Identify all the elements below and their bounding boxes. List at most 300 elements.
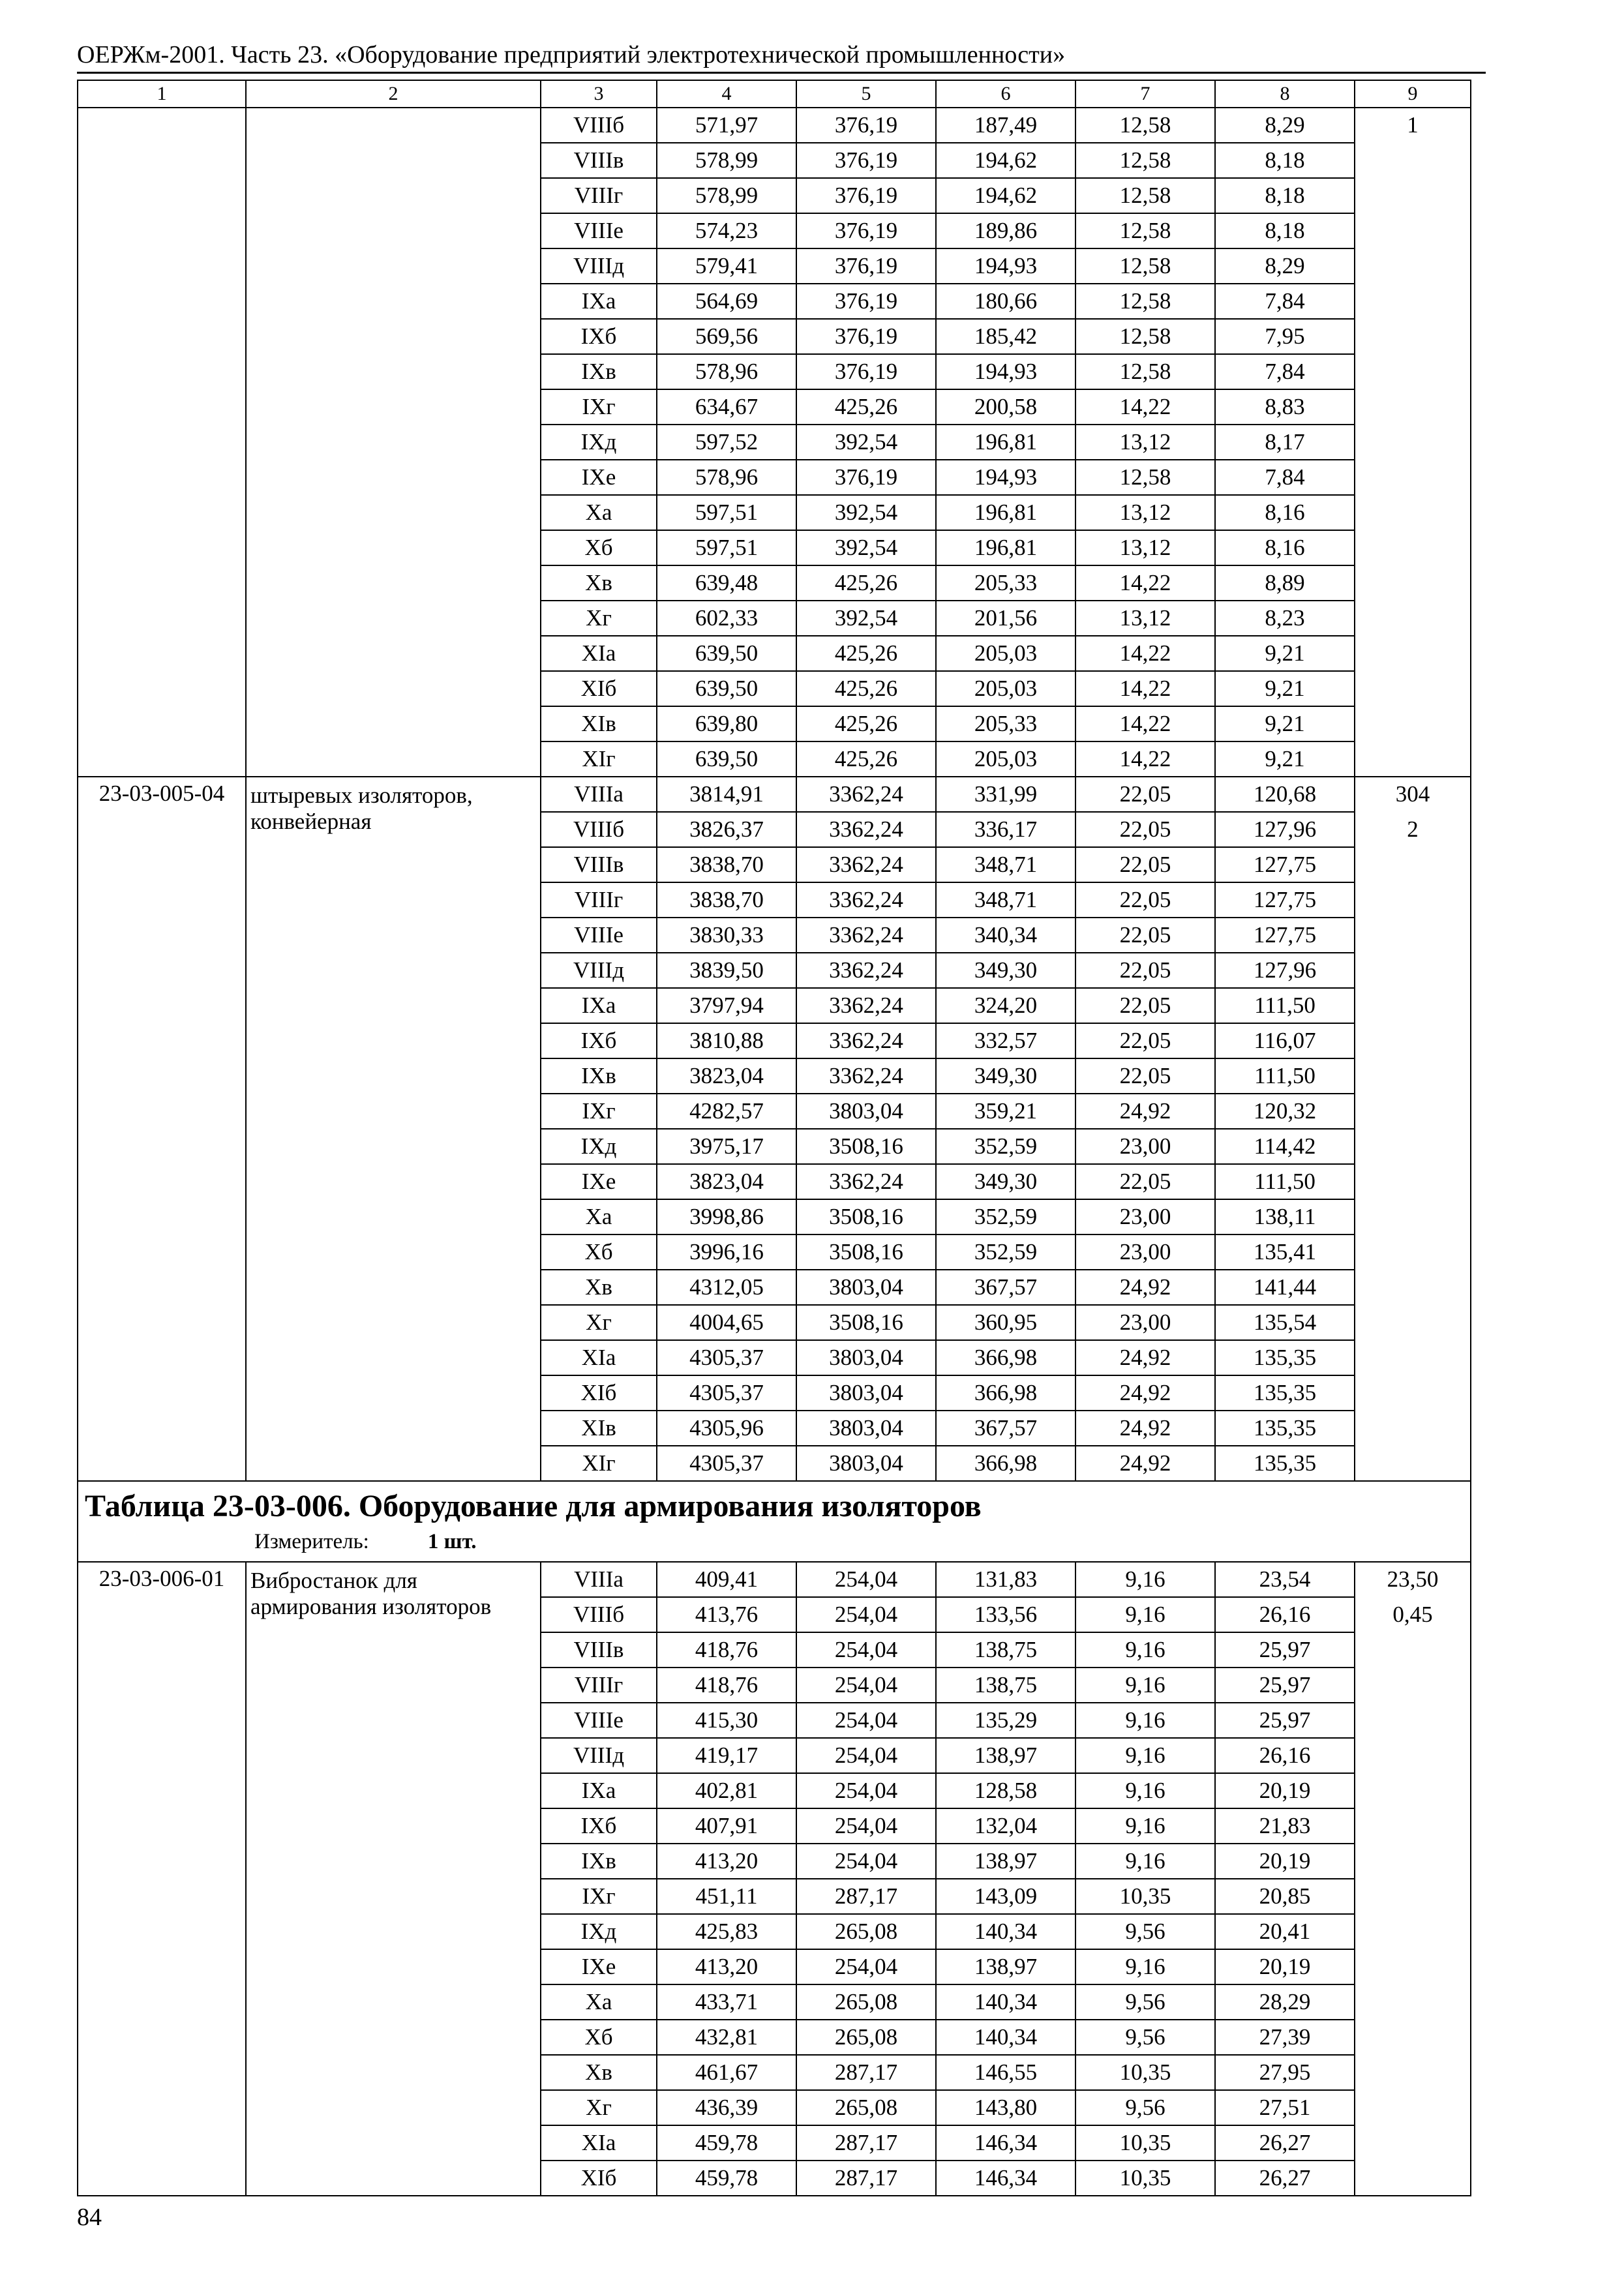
column-9-value: 304 (1395, 781, 1430, 807)
table-cell: 3823,04 (657, 1058, 796, 1094)
table-cell: VIIIв (541, 847, 657, 882)
table-cell: 392,54 (796, 425, 936, 460)
table-cell: 8,23 (1215, 601, 1355, 636)
table-cell: 324,20 (936, 988, 1075, 1023)
column-9-value: 1 (1407, 112, 1419, 138)
table-cell: 392,54 (796, 601, 936, 636)
table-cell: 127,96 (1215, 812, 1355, 847)
table-cell: 597,51 (657, 530, 796, 565)
table-cell: 25,97 (1215, 1668, 1355, 1703)
table-cell: 133,56 (936, 1597, 1075, 1632)
table-cell: IXд (541, 1129, 657, 1164)
table-cell: 140,34 (936, 1914, 1075, 1949)
table-cell: 14,22 (1075, 389, 1215, 425)
table-cell: 3362,24 (796, 812, 936, 847)
column-9-values (1355, 777, 1471, 1481)
table-cell: 3830,33 (657, 918, 796, 953)
table-cell: 3814,91 (657, 777, 796, 812)
table-cell: 140,34 (936, 1984, 1075, 2020)
table-row (78, 108, 1471, 143)
table-cell: 287,17 (796, 1879, 936, 1914)
table-cell: 9,16 (1075, 1808, 1215, 1844)
table-cell: 348,71 (936, 847, 1075, 882)
table-cell: 3508,16 (796, 1129, 936, 1164)
table-cell: 22,05 (1075, 847, 1215, 882)
table-cell: 127,75 (1215, 847, 1355, 882)
table-cell: 639,80 (657, 706, 796, 741)
table-cell: 459,78 (657, 2161, 796, 2196)
table-cell: 8,18 (1215, 213, 1355, 248)
table-cell: 3508,16 (796, 1199, 936, 1234)
table-cell: 7,84 (1215, 354, 1355, 389)
column-number-row (78, 80, 1471, 108)
table-cell: 579,41 (657, 248, 796, 284)
table-cell: 9,21 (1215, 741, 1355, 777)
table-cell: 10,35 (1075, 2055, 1215, 2090)
table-cell: 574,23 (657, 213, 796, 248)
table-cell: 22,05 (1075, 1058, 1215, 1094)
table-cell: 8,17 (1215, 425, 1355, 460)
table-cell: 425,26 (796, 636, 936, 671)
table-cell: 376,19 (796, 143, 936, 178)
column-9-value: 23,50 (1387, 1566, 1439, 1592)
table-cell: 3797,94 (657, 988, 796, 1023)
table-cell: 25,97 (1215, 1632, 1355, 1668)
table-cell: Xв (541, 2055, 657, 2090)
table-cell: 23,00 (1075, 1234, 1215, 1270)
column-number: 3 (541, 80, 657, 108)
table-cell: Xа (541, 495, 657, 530)
table-row (78, 777, 1471, 812)
column-number: 9 (1355, 80, 1471, 108)
table-cell: 413,76 (657, 1597, 796, 1632)
table-cell: 131,83 (936, 1562, 1075, 1597)
table-cell: 352,59 (936, 1199, 1075, 1234)
table-cell: 3803,04 (796, 1446, 936, 1481)
meter-value: 1 шт. (427, 1530, 477, 1553)
table-cell: 3508,16 (796, 1305, 936, 1340)
table-cell: 7,84 (1215, 284, 1355, 319)
table-cell: 409,41 (657, 1562, 796, 1597)
table-cell: VIIIе (541, 213, 657, 248)
table-cell: 116,07 (1215, 1023, 1355, 1058)
table-cell: IXе (541, 1949, 657, 1984)
table-cell: VIIIг (541, 178, 657, 213)
table-cell: XIв (541, 1411, 657, 1446)
table-cell: 24,92 (1075, 1340, 1215, 1375)
table-cell: 392,54 (796, 495, 936, 530)
table-cell: 7,95 (1215, 319, 1355, 354)
table-cell: 4305,37 (657, 1446, 796, 1481)
table-cell: 433,71 (657, 1984, 796, 2020)
table-cell: 13,12 (1075, 601, 1215, 636)
table-cell: 639,50 (657, 671, 796, 706)
page-header: ОЕРЖм-2001. Часть 23. «Оборудование предприятий электротехнической промышленности» (77, 41, 1066, 68)
table-cell: 128,58 (936, 1773, 1075, 1808)
table-cell: 287,17 (796, 2161, 936, 2196)
table-cell: 196,81 (936, 425, 1075, 460)
table-cell: 138,75 (936, 1632, 1075, 1668)
table-cell: 9,16 (1075, 1562, 1215, 1597)
table-cell: 196,81 (936, 495, 1075, 530)
table-cell: VIIIе (541, 1703, 657, 1738)
table-cell: 359,21 (936, 1094, 1075, 1129)
table-cell: 9,16 (1075, 1773, 1215, 1808)
table-cell: 180,66 (936, 284, 1075, 319)
table-cell: VIIIг (541, 882, 657, 918)
column-number: 8 (1215, 80, 1355, 108)
section-cell (78, 1481, 1471, 1562)
table-cell: 135,54 (1215, 1305, 1355, 1340)
table-cell: 9,16 (1075, 1597, 1215, 1632)
table-cell: 4004,65 (657, 1305, 796, 1340)
table-cell: Xа (541, 1984, 657, 2020)
table-cell: 3998,86 (657, 1199, 796, 1234)
table-cell: 578,96 (657, 354, 796, 389)
table-cell: XIа (541, 1340, 657, 1375)
table-cell: 569,56 (657, 319, 796, 354)
table-cell: 425,26 (796, 706, 936, 741)
table-cell: 22,05 (1075, 882, 1215, 918)
table-cell: 425,26 (796, 741, 936, 777)
table-cell: 7,84 (1215, 460, 1355, 495)
table-cell: 26,27 (1215, 2161, 1355, 2196)
table-cell: 3362,24 (796, 1023, 936, 1058)
table-cell: 13,12 (1075, 425, 1215, 460)
table-cell: 205,03 (936, 671, 1075, 706)
table-cell: IXг (541, 1094, 657, 1129)
table-cell: 14,22 (1075, 741, 1215, 777)
header-rule (77, 72, 1486, 74)
table-cell: 22,05 (1075, 777, 1215, 812)
table-cell: 366,98 (936, 1375, 1075, 1411)
table-cell: 12,58 (1075, 143, 1215, 178)
table-cell: IXд (541, 1914, 657, 1949)
table-cell: 4305,96 (657, 1411, 796, 1446)
table-cell: 20,41 (1215, 1914, 1355, 1949)
table-cell: 14,22 (1075, 706, 1215, 741)
table-cell: 9,16 (1075, 1703, 1215, 1738)
table-cell: 12,58 (1075, 319, 1215, 354)
table-cell: IXе (541, 1164, 657, 1199)
table-cell: 187,49 (936, 108, 1075, 143)
table-cell: 20,19 (1215, 1844, 1355, 1879)
page-number: 84 (77, 2204, 102, 2231)
table-cell: 23,54 (1215, 1562, 1355, 1597)
table-cell: 194,93 (936, 248, 1075, 284)
table-cell: 22,05 (1075, 988, 1215, 1023)
column-number: 7 (1075, 80, 1215, 108)
table-cell: IXа (541, 988, 657, 1023)
meter-label: Измеритель: (254, 1530, 369, 1553)
table-cell: 8,89 (1215, 565, 1355, 601)
table-cell: 12,58 (1075, 248, 1215, 284)
table-cell: VIIIб (541, 812, 657, 847)
table-cell: 27,95 (1215, 2055, 1355, 2090)
table-cell: 146,34 (936, 2125, 1075, 2161)
table-cell: 8,29 (1215, 248, 1355, 284)
table-cell: 8,83 (1215, 389, 1355, 425)
table-cell: IXа (541, 1773, 657, 1808)
table-cell: 205,33 (936, 565, 1075, 601)
table-cell: 135,35 (1215, 1446, 1355, 1481)
table-cell: 3996,16 (657, 1234, 796, 1270)
table-cell: Xа (541, 1199, 657, 1234)
table-cell: XIг (541, 1446, 657, 1481)
table-cell: 196,81 (936, 530, 1075, 565)
table-cell: Xб (541, 2020, 657, 2055)
table-cell: XIб (541, 1375, 657, 1411)
table-cell: 143,80 (936, 2090, 1075, 2125)
table-cell: IXа (541, 284, 657, 319)
table-cell: 21,83 (1215, 1808, 1355, 1844)
table-cell: 22,05 (1075, 812, 1215, 847)
table-cell: IXв (541, 1844, 657, 1879)
table-cell: 138,97 (936, 1738, 1075, 1773)
table-cell: 3838,70 (657, 847, 796, 882)
table-cell: 402,81 (657, 1773, 796, 1808)
table-cell: 9,16 (1075, 1738, 1215, 1773)
table-cell: 26,16 (1215, 1597, 1355, 1632)
table-cell: 360,95 (936, 1305, 1075, 1340)
table-cell: 135,41 (1215, 1234, 1355, 1270)
table-cell: VIIIб (541, 1597, 657, 1632)
table-cell: 3362,24 (796, 918, 936, 953)
table-cell: 120,32 (1215, 1094, 1355, 1129)
table-cell: 3362,24 (796, 988, 936, 1023)
table-cell: VIIIг (541, 1668, 657, 1703)
table-cell: 205,03 (936, 741, 1075, 777)
table-cell: 12,58 (1075, 460, 1215, 495)
table-cell: 13,12 (1075, 495, 1215, 530)
table-cell: 3803,04 (796, 1094, 936, 1129)
table-cell: 140,34 (936, 2020, 1075, 2055)
table-cell: 3823,04 (657, 1164, 796, 1199)
table-cell: 127,75 (1215, 882, 1355, 918)
table-cell: IXд (541, 425, 657, 460)
table-cell: 578,99 (657, 143, 796, 178)
table-cell: 366,98 (936, 1340, 1075, 1375)
table-cell: 407,91 (657, 1808, 796, 1844)
table-cell: 9,56 (1075, 2090, 1215, 2125)
table-cell: IXб (541, 319, 657, 354)
table-cell: 24,92 (1075, 1270, 1215, 1305)
table-cell: 8,18 (1215, 143, 1355, 178)
table-cell: 3803,04 (796, 1270, 936, 1305)
table-cell: 376,19 (796, 248, 936, 284)
table-cell: 10,35 (1075, 2161, 1215, 2196)
table-cell: 265,08 (796, 1984, 936, 2020)
column-number: 6 (936, 80, 1075, 108)
table-cell: 8,18 (1215, 178, 1355, 213)
table-cell: 367,57 (936, 1270, 1075, 1305)
column-number: 5 (796, 80, 936, 108)
table-cell: 597,51 (657, 495, 796, 530)
table-cell: 146,55 (936, 2055, 1075, 2090)
table-cell: 376,19 (796, 108, 936, 143)
table-cell: 578,96 (657, 460, 796, 495)
table-cell: Xб (541, 1234, 657, 1270)
table-cell: 425,83 (657, 1914, 796, 1949)
rate-code: 23-03-005-04 (78, 777, 246, 1481)
table-cell: IXг (541, 389, 657, 425)
table-cell: 14,22 (1075, 636, 1215, 671)
table-cell: Xг (541, 601, 657, 636)
table-cell: 9,56 (1075, 2020, 1215, 2055)
rate-name: Вибростанок для армирования изоляторов (246, 1562, 541, 2196)
table-cell: 376,19 (796, 460, 936, 495)
table-cell: 392,54 (796, 530, 936, 565)
section-meter (85, 1529, 1464, 1555)
column-9-values (1355, 108, 1471, 777)
table-cell: 597,52 (657, 425, 796, 460)
table-cell: 135,35 (1215, 1411, 1355, 1446)
table-cell: 639,50 (657, 741, 796, 777)
table-cell: 26,27 (1215, 2125, 1355, 2161)
table-cell: 3810,88 (657, 1023, 796, 1058)
table-cell: Xг (541, 1305, 657, 1340)
table-cell: 639,48 (657, 565, 796, 601)
table-cell: 349,30 (936, 1164, 1075, 1199)
table-cell: 138,75 (936, 1668, 1075, 1703)
table-body (78, 80, 1471, 2196)
table-cell: 3362,24 (796, 777, 936, 812)
section-title: Таблица 23-03-006. Оборудование для армирования изоляторов (85, 1489, 982, 1523)
table-cell: 451,11 (657, 1879, 796, 1914)
table-cell: 12,58 (1075, 108, 1215, 143)
table-cell: 24,92 (1075, 1375, 1215, 1411)
table-cell: 22,05 (1075, 1164, 1215, 1199)
table-cell: 9,56 (1075, 1914, 1215, 1949)
table-cell: 4305,37 (657, 1375, 796, 1411)
table-cell: VIIIа (541, 1562, 657, 1597)
table-cell: 461,67 (657, 2055, 796, 2090)
table-cell: 265,08 (796, 2090, 936, 2125)
table-cell: IXе (541, 460, 657, 495)
table-cell: 254,04 (796, 1632, 936, 1668)
table-cell: 135,29 (936, 1703, 1075, 1738)
table-cell: 26,16 (1215, 1738, 1355, 1773)
table-cell: 348,71 (936, 882, 1075, 918)
table-cell: 254,04 (796, 1808, 936, 1844)
table-cell: 23,00 (1075, 1305, 1215, 1340)
table-cell: 340,34 (936, 918, 1075, 953)
table-cell: 20,19 (1215, 1773, 1355, 1808)
table-cell: 138,97 (936, 1949, 1075, 1984)
rate-code (78, 108, 246, 777)
table-cell: 3362,24 (796, 1058, 936, 1094)
table-cell: IXв (541, 1058, 657, 1094)
table-cell: 376,19 (796, 213, 936, 248)
table-cell: 24,92 (1075, 1094, 1215, 1129)
table-cell: 3508,16 (796, 1234, 936, 1270)
table-cell: 24,92 (1075, 1446, 1215, 1481)
table-cell: XIг (541, 741, 657, 777)
table-cell: VIIIе (541, 918, 657, 953)
table-cell: 143,09 (936, 1879, 1075, 1914)
table-cell: 23,00 (1075, 1129, 1215, 1164)
table-cell: 349,30 (936, 953, 1075, 988)
rates-table (77, 80, 1471, 2196)
table-cell: 9,16 (1075, 1632, 1215, 1668)
table-cell: 9,21 (1215, 671, 1355, 706)
column-9-value: 2 (1407, 816, 1419, 842)
table-cell: 114,42 (1215, 1129, 1355, 1164)
table-cell: 138,97 (936, 1844, 1075, 1879)
table-cell: 201,56 (936, 601, 1075, 636)
table-cell: VIIIд (541, 1738, 657, 1773)
table-cell: 27,51 (1215, 2090, 1355, 2125)
table-cell: 287,17 (796, 2125, 936, 2161)
table-cell: 415,30 (657, 1703, 796, 1738)
table-cell: 3803,04 (796, 1411, 936, 1446)
table-cell: 28,29 (1215, 1984, 1355, 2020)
table-cell: 332,57 (936, 1023, 1075, 1058)
column-number: 4 (657, 80, 796, 108)
table-cell: 564,69 (657, 284, 796, 319)
table-cell: 571,97 (657, 108, 796, 143)
table-cell: 4305,37 (657, 1340, 796, 1375)
table-cell: 10,35 (1075, 2125, 1215, 2161)
table-cell: 23,00 (1075, 1199, 1215, 1234)
table-cell: 418,76 (657, 1632, 796, 1668)
table-cell: 200,58 (936, 389, 1075, 425)
table-cell: 425,26 (796, 389, 936, 425)
rate-name (246, 108, 541, 777)
table-cell: VIIIд (541, 953, 657, 988)
table-cell: 254,04 (796, 1562, 936, 1597)
table-cell: 352,59 (936, 1234, 1075, 1270)
table-cell: 10,35 (1075, 1879, 1215, 1914)
table-cell: 141,44 (1215, 1270, 1355, 1305)
table-cell: 602,33 (657, 601, 796, 636)
table-cell: 27,39 (1215, 2020, 1355, 2055)
table-cell: 3803,04 (796, 1340, 936, 1375)
table-cell: 3839,50 (657, 953, 796, 988)
table-cell: 436,39 (657, 2090, 796, 2125)
table-cell: 367,57 (936, 1411, 1075, 1446)
table-cell: 111,50 (1215, 988, 1355, 1023)
table-cell: IXг (541, 1879, 657, 1914)
table-cell: 111,50 (1215, 1058, 1355, 1094)
table-cell: 120,68 (1215, 777, 1355, 812)
table-cell: 194,93 (936, 354, 1075, 389)
table-cell: XIб (541, 2161, 657, 2196)
table-cell: 9,16 (1075, 1668, 1215, 1703)
table-cell: 12,58 (1075, 284, 1215, 319)
table-cell: 413,20 (657, 1949, 796, 1984)
table-cell: 138,11 (1215, 1199, 1355, 1234)
table-cell: XIб (541, 671, 657, 706)
table-cell: IXб (541, 1023, 657, 1058)
table-cell: 349,30 (936, 1058, 1075, 1094)
table-cell: 418,76 (657, 1668, 796, 1703)
table-cell: 287,17 (796, 2055, 936, 2090)
table-cell: 14,22 (1075, 671, 1215, 706)
table-cell: 20,19 (1215, 1949, 1355, 1984)
table-cell: XIа (541, 636, 657, 671)
table-cell: 194,62 (936, 143, 1075, 178)
table-cell: Xг (541, 2090, 657, 2125)
table-cell: 265,08 (796, 1914, 936, 1949)
table-cell: IXб (541, 1808, 657, 1844)
table-cell: 254,04 (796, 1773, 936, 1808)
table-cell: 9,21 (1215, 636, 1355, 671)
table-cell: 4312,05 (657, 1270, 796, 1305)
table-cell: 127,75 (1215, 918, 1355, 953)
table-cell: 634,67 (657, 389, 796, 425)
rate-code: 23-03-006-01 (78, 1562, 246, 2196)
